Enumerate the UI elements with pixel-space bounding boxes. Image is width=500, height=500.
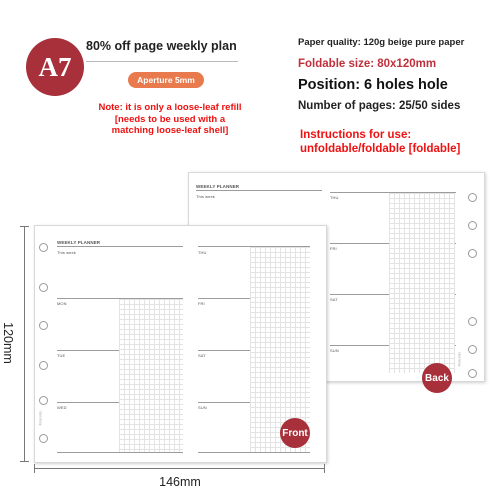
back-day-sun: SUN [330,348,339,353]
spec-foldable-size: Foldable size: 80x120mm [298,58,437,70]
height-dimension-cap-top [20,226,29,227]
front-hole [39,434,48,443]
back-heading-rule [196,190,322,191]
back-hole [468,193,477,202]
back-label-circle: Back [422,363,452,393]
back-hole [468,345,477,354]
spec-pages: Number of pages: 25/50 sides [298,100,461,112]
a7-badge: A7 [26,38,84,96]
front-brand: Moleside [38,410,43,426]
back-grid [389,193,455,373]
front-label-circle: Front [280,418,310,448]
refill-note [78,102,262,137]
note-line-3: matching loose-leaf shell] [111,125,229,136]
front-day-mon: MON [57,301,67,306]
height-dimension-line [24,226,25,462]
front-this-week: This week [57,250,76,255]
front-day-sun: SUN [198,405,207,410]
width-dimension-cap-right [324,464,325,473]
back-hole [468,221,477,230]
instructions-line-2: unfoldable/foldable [foldable] [300,143,461,155]
instructions-line-1: Instructions for use: [300,129,412,141]
front-day-fri: FRI [198,301,205,306]
spec-position: Position: 6 holes hole [298,77,448,93]
back-heading: WEEKLY PLANNER [196,184,240,189]
front-hole [39,396,48,405]
title-divider [86,61,238,62]
back-hole [468,249,477,258]
front-day-wed: WED [57,405,67,410]
height-dimension-cap-bottom [20,461,29,462]
front-rule-bottom-right [198,452,310,453]
height-dimension-label: 120mm [1,322,15,364]
width-dimension-line [34,468,325,469]
back-brand: Moleside [457,351,462,367]
spec-paper-quality: Paper quality: 120g beige pure paper [298,37,465,48]
product-title: 80% off page weekly plan [86,39,237,53]
front-hole [39,243,48,252]
note-line-1: Note: it is only a loose-leaf refill [98,102,242,113]
front-sheet [34,225,327,463]
spec-instructions [300,128,460,156]
back-this-week: This week [196,194,215,199]
back-day-fri: FRI [330,246,337,251]
front-hole [39,361,48,370]
front-day-thu: THU [198,250,207,255]
aperture-pill: Aperture 5mm [128,72,204,88]
back-hole [468,317,477,326]
front-heading-rule [57,246,183,247]
width-dimension-label: 146mm [159,475,201,489]
front-day-sat: SAT [198,353,206,358]
front-heading: WEEKLY PLANNER [57,240,101,245]
back-day-thu: THU [330,195,339,200]
front-grid-left [119,299,183,452]
front-rule-bottom-left [57,452,183,453]
front-day-tue: TUE [57,353,66,358]
front-hole [39,321,48,330]
back-day-sat: SAT [330,297,338,302]
width-dimension-cap-left [34,464,35,473]
front-hole [39,283,48,292]
note-line-2: [needs to be used with a [114,113,226,125]
back-hole [468,369,477,378]
